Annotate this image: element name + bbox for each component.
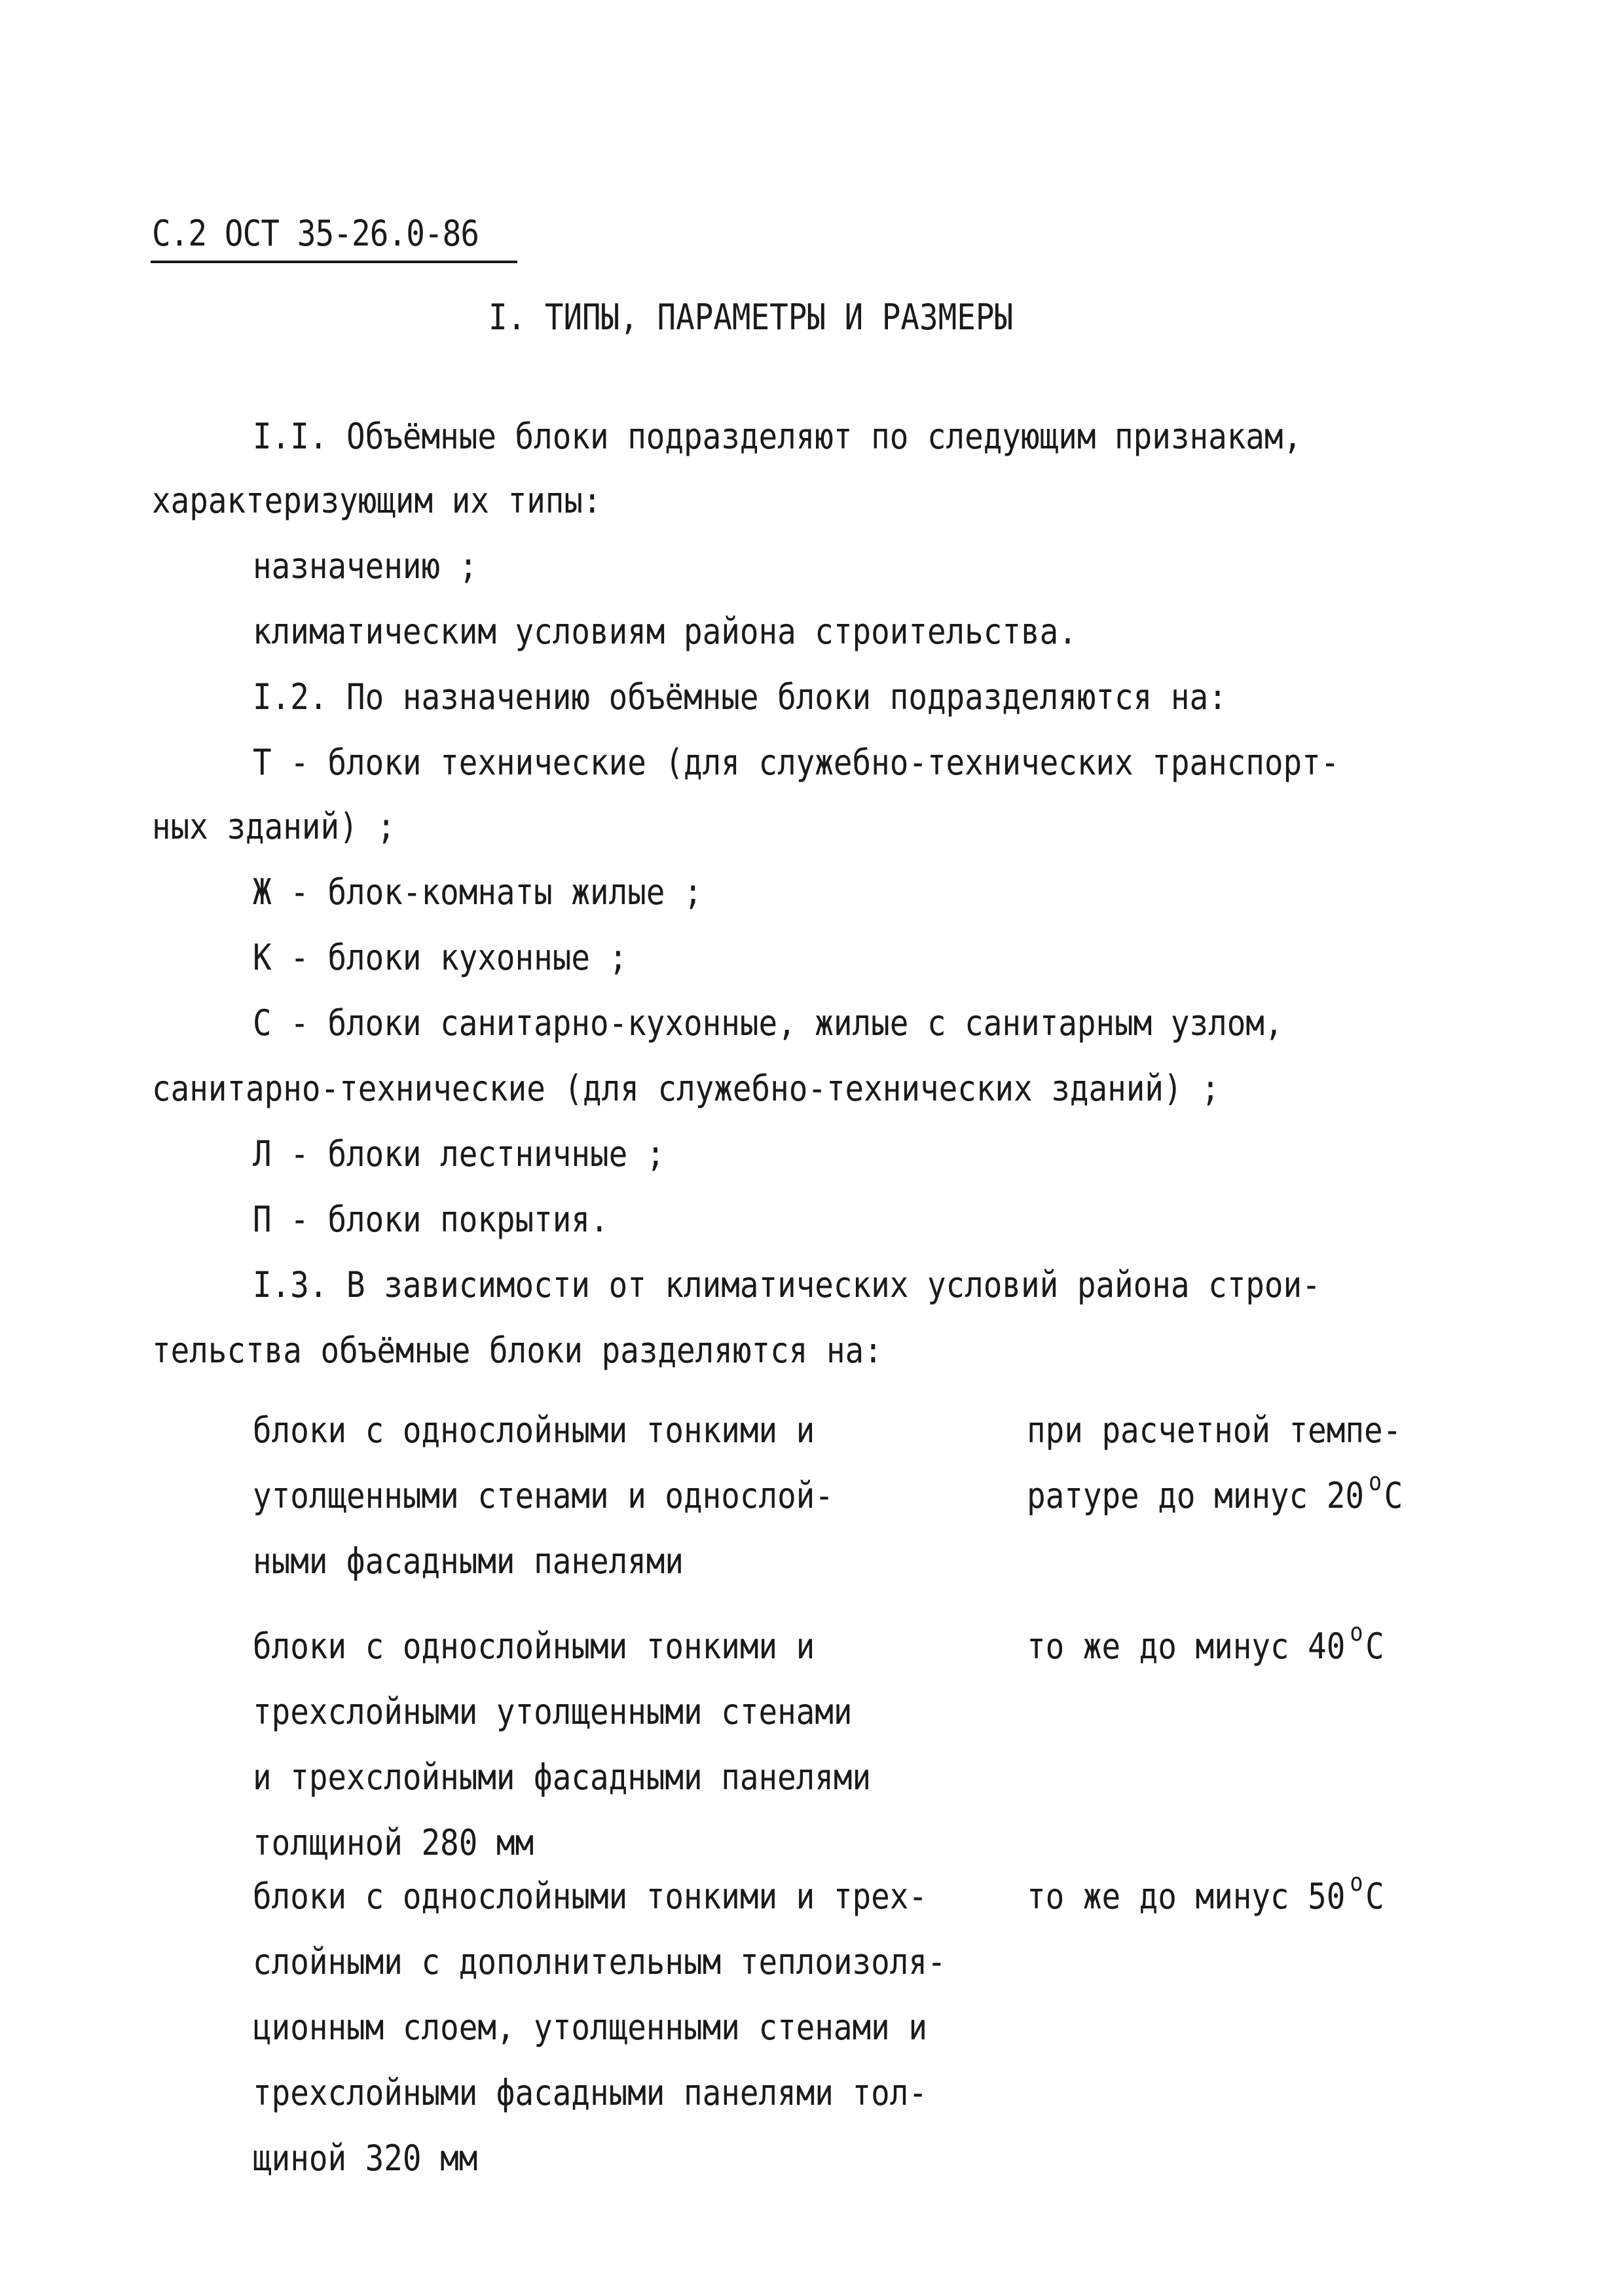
- paragraph-1-2-zh: Ж - блок-комнаты жилые ;: [253, 871, 703, 913]
- reference-underline: [151, 261, 517, 263]
- table-row-3-right: [1027, 1868, 1384, 1920]
- celsius-unit: С: [1384, 1475, 1403, 1516]
- paragraph-1-2-s-line-2: санитарно-технические (для служебно-технических зданий) ;: [152, 1068, 1220, 1109]
- table-row-2-temp-text: то же до минус 40: [1027, 1626, 1346, 1667]
- table-row-3-left-line-1: блоки с однослойными тонкими и трех-: [253, 1876, 927, 1917]
- celsius-unit: С: [1365, 1876, 1384, 1917]
- paragraph-1-2-l: Л - блоки лестничные ;: [253, 1133, 665, 1175]
- paragraph-1-1-item-1: назначению ;: [253, 545, 478, 587]
- table-row-3-left-line-2: слойными с дополнительным теплоизоля-: [253, 1941, 946, 1982]
- table-row-1-temp-text: ратуре до минус 20: [1027, 1475, 1364, 1516]
- section-title: I. ТИПЫ, ПАРАМЕТРЫ И РАЗМЕРЫ: [489, 297, 1014, 338]
- table-row-2-left-line-4: толщиной 280 мм: [253, 1822, 534, 1863]
- table-row-2-left-line-2: трехслойными утолщенными стенами: [253, 1691, 853, 1732]
- paragraph-1-3-line-1: I.3. В зависимости от климатических условий района строи-: [253, 1264, 1321, 1305]
- paragraph-1-1-line-1: I.I. Объёмные блоки подразделяют по следующим признакам,: [253, 416, 1302, 457]
- paragraph-1-3-line-2: тельства объёмные блоки разделяются на:: [152, 1330, 883, 1371]
- table-row-2-left-line-3: и трехслойными фасадными панелями: [253, 1757, 872, 1798]
- table-row-2-right: [1027, 1618, 1384, 1669]
- table-row-2-left-line-1: блоки с однослойными тонкими и: [253, 1626, 815, 1667]
- paragraph-1-2-t-line-2: ных зданий) ;: [152, 806, 396, 847]
- table-row-3-left-line-5: щиной 320 мм: [253, 2138, 478, 2179]
- degree-sign: о: [1350, 1618, 1363, 1647]
- paragraph-1-2-s-line-1: С - блоки санитарно-кухонные, жилые с санитарным узлом,: [253, 1002, 1283, 1044]
- table-row-1-left-line-1: блоки с однослойными тонкими и: [253, 1410, 815, 1451]
- table-row-1-left-line-2: утолщенными стенами и однослой-: [253, 1475, 834, 1516]
- paragraph-1-2-t-line-1: Т - блоки технические (для служебно-технических транспорт-: [253, 742, 1340, 783]
- table-row-1-left-line-3: ными фасадными панелями: [253, 1540, 684, 1582]
- paragraph-1-2-line-1: I.2. По назначению объёмные блоки подразделяются на:: [253, 676, 1227, 718]
- celsius-unit: С: [1365, 1626, 1384, 1667]
- degree-sign: о: [1369, 1467, 1382, 1496]
- table-row-3-temp-text: то же до минус 50: [1027, 1876, 1346, 1917]
- table-row-3-left-line-4: трехслойными фасадными панелями тол-: [253, 2072, 927, 2113]
- table-row-3-left-line-3: ционным слоем, утолщенными стенами и: [253, 2007, 927, 2048]
- document-reference: С.2 ОСТ 35-26.0-86: [152, 213, 479, 254]
- paragraph-1-1-item-2: климатическим условиям района строительства.: [253, 611, 1077, 652]
- paragraph-1-2-k: К - блоки кухонные ;: [253, 937, 628, 978]
- paragraph-1-2-p: П - блоки покрытия.: [253, 1199, 609, 1240]
- paragraph-1-1-line-2: характеризующим их типы:: [152, 480, 602, 521]
- table-row-1-right-line-2: [1027, 1467, 1403, 1519]
- degree-sign: о: [1350, 1868, 1363, 1897]
- table-row-1-right-line-1: при расчетной темпе-: [1027, 1410, 1402, 1451]
